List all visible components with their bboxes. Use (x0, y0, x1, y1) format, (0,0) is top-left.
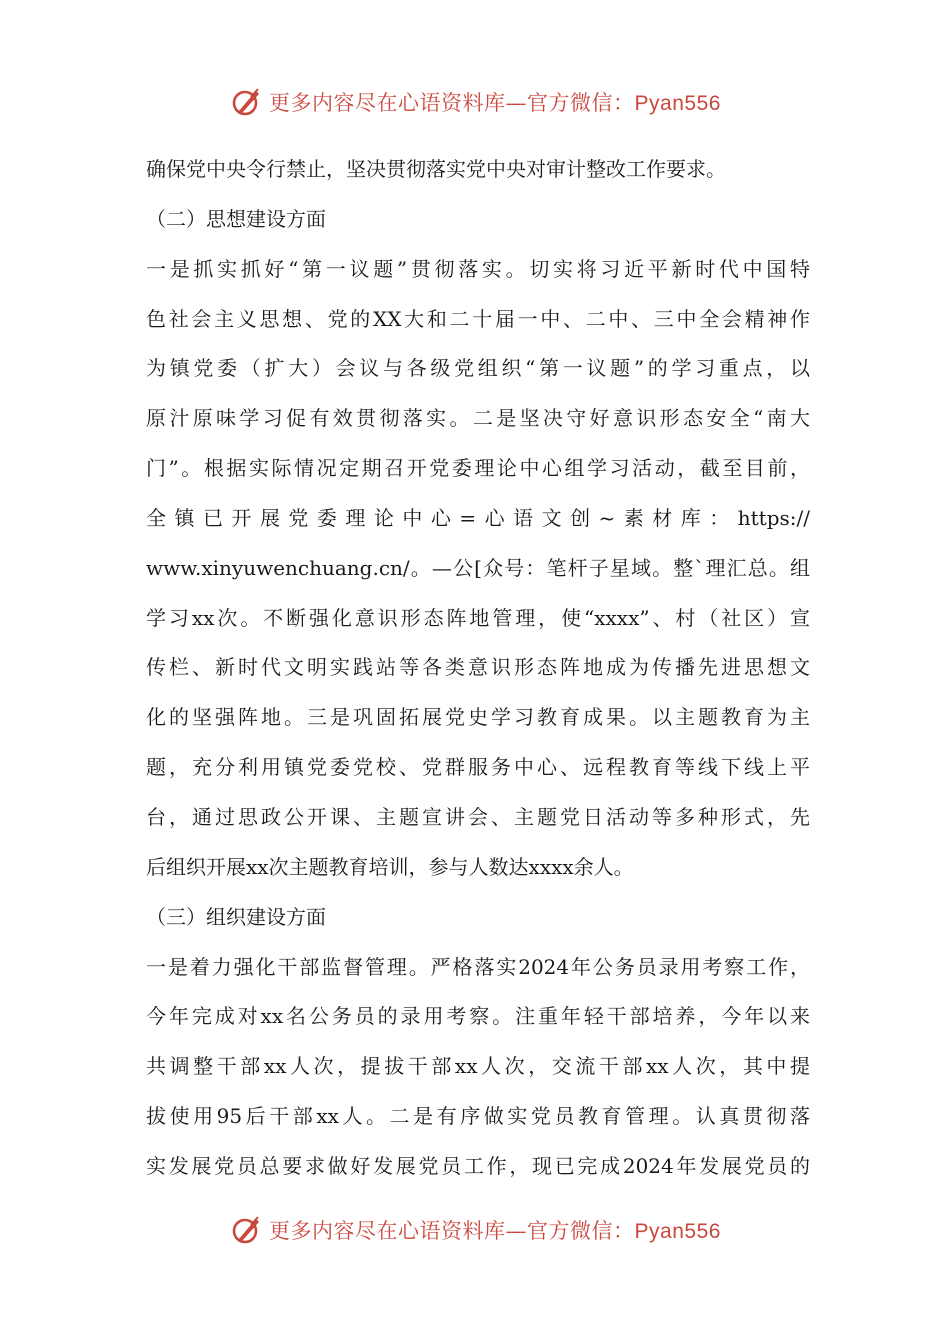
body-text-line: 为镇党委（扩大）会议与各级党组织“第一议题”的学习重点，以 (146, 356, 810, 381)
body-text-line: 化的坚强阵地。三是巩固拓展党史学习教育成果。以主题教育为主 (146, 705, 810, 730)
header-watermark-text: 更多内容尽在心语资料库—官方微信：Pyan556 (269, 91, 721, 115)
body-text-line: 学习xx次。不断强化意识形态阵地管理，使“xxxx”、村（社区）宣 (146, 605, 810, 630)
body-text-line: （三）组织建设方面 (146, 904, 326, 929)
footer-watermark-text: 更多内容尽在心语资料库—官方微信：Pyan556 (269, 1219, 721, 1243)
body-text-line: 今年完成对xx名公务员的录用考察。注重年轻干部培养，今年以来 (146, 1004, 810, 1029)
body-text-line: （二）思想建设方面 (146, 206, 326, 231)
body-text-line: 台，通过思政公开课、主题宣讲会、主题党日活动等多种形式，先 (146, 804, 810, 829)
body-text-line: 传栏、新时代文明实践站等各类意识形态阵地成为传播先进思想文 (146, 655, 810, 680)
body-text-line: 共调整干部xx人次，提拔干部xx人次，交流干部xx人次，其中提 (146, 1054, 810, 1079)
body-text-line: 实发展党员总要求做好发展党员工作，现已完成2024年发展党员的 (146, 1153, 810, 1178)
body-text-line: 原汁原味学习促有效贯彻落实。二是坚决守好意识形态安全“南大 (146, 406, 810, 431)
quill-ink-circle-icon (229, 85, 263, 119)
body-text-line: 确保党中央令行禁止，坚决贯彻落实党中央对审计整改工作要求。 (146, 157, 726, 181)
body-text-line: 一是抓实抓好“第一议题”贯彻落实。切实将习近平新时代中国特 (146, 256, 810, 281)
body-text-line: 色社会主义思想、党的XX大和二十届一中、二中、三中全会精神作 (146, 306, 810, 331)
document-body (146, 145, 810, 1192)
header-watermark-banner (0, 80, 950, 124)
body-text-line: 全镇已开展党委理论中心=心语文创~素材库：https:// (146, 505, 810, 530)
body-text-line: 一是着力强化干部监督管理。严格落实2024年公务员录用考察工作， (146, 954, 810, 979)
body-text-line: 题，充分利用镇党委党校、党群服务中心、远程教育等线下线上平 (146, 755, 810, 780)
body-text-line: 后组织开展xx次主题教育培训，参与人数达xxxx余人。 (146, 854, 634, 879)
body-text-line: www.xinyuwenchuang.cn/。—公[众号：笔杆子星域。整`理汇总。组 (146, 555, 810, 580)
body-text-line: 门”。根据实际情况定期召开党委理论中心组学习活动，截至目前， (146, 456, 810, 481)
body-text-line: 拔使用95后干部xx人。二是有序做实党员教育管理。认真贯彻落 (146, 1104, 810, 1129)
footer-watermark-banner (0, 1208, 950, 1252)
quill-ink-circle-icon (229, 1213, 263, 1247)
